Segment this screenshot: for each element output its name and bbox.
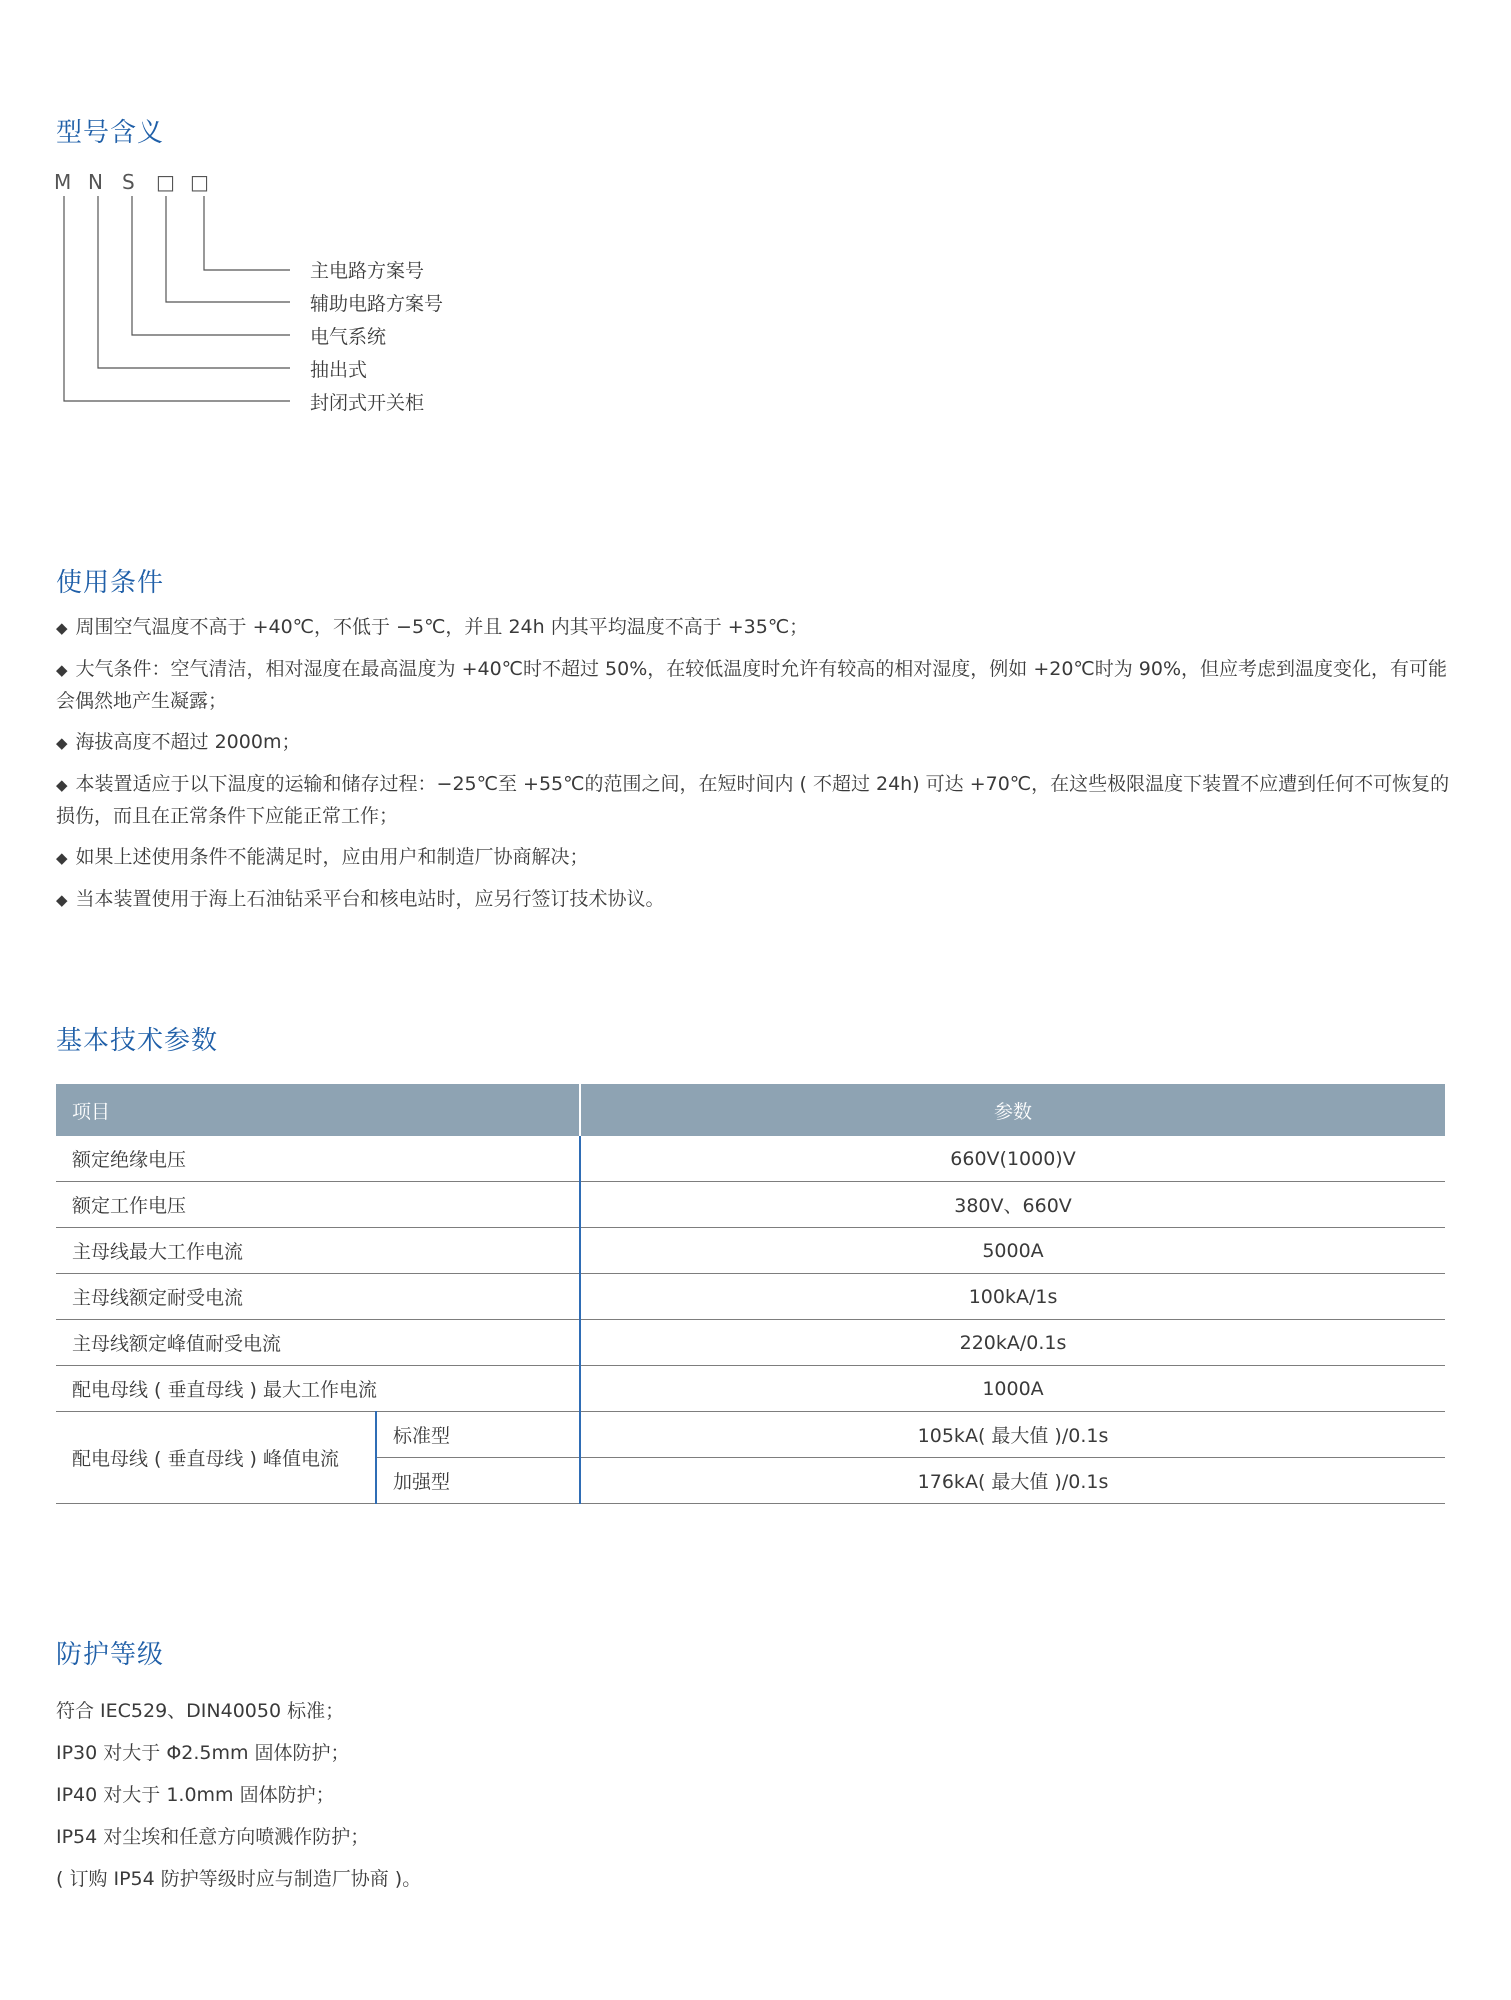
diamond-bullet-icon: ◆ [56,661,68,679]
row-value: 220kA/0.1s [580,1320,1445,1366]
model-label-main-circuit: 主电路方案号 [310,260,425,282]
list-item: IP54 对尘埃和任意方向喷溅作防护； [56,1826,370,1848]
connector-line-s [132,196,290,335]
condition-text: 周围空气温度不高于 +40℃，不低于 −5℃，并且 24h 内其平均温度不高于 +35℃； [75,616,809,638]
model-letter-n: N [88,170,103,194]
usage-conditions-title: 使用条件 [56,568,165,598]
technical-params-title: 基本技术参数 [56,1026,219,1056]
model-label-drawout: 抽出式 [310,359,368,381]
row-value: 1000A [580,1366,1445,1412]
model-placeholder-2: □ [190,170,209,194]
connector-line-n [98,196,290,368]
row-item: 主母线额定峰值耐受电流 [56,1320,580,1366]
row-value: 105kA( 最大值 )/0.1s [580,1412,1445,1458]
diamond-bullet-icon: ◆ [56,734,68,752]
diamond-bullet-icon: ◆ [56,776,68,794]
table-row [56,1366,1445,1412]
table-row [56,1412,1445,1458]
condition-text: 海拔高度不超过 2000m； [75,731,301,753]
condition-text: 当本装置使用于海上石油钻采平台和核电站时，应另行签订技术协议。 [75,888,665,910]
protection-list [56,1690,421,1900]
row-item: 配电母线 ( 垂直母线 ) 最大工作电流 [56,1366,580,1412]
row-item: 主母线最大工作电流 [56,1228,580,1274]
row-item: 主母线额定耐受电流 [56,1274,580,1320]
model-label-aux-circuit: 辅助电路方案号 [310,293,444,315]
list-item [56,612,1456,644]
row-value: 100kA/1s [580,1274,1445,1320]
model-label-electrical-system: 电气系统 [310,326,387,348]
row-item: 额定工作电压 [56,1182,580,1228]
list-item: IP30 对大于 Φ2.5mm 固体防护； [56,1742,350,1764]
row-value: 380V、660V [580,1182,1445,1228]
list-item: 符合 IEC529、DIN40050 标准； [56,1700,345,1722]
condition-text: 本装置适应于以下温度的运输和储存过程：−25℃至 +55℃的范围之间，在短时间内 ( 不超过 24h) 可达 +70℃，在这些极限温度下装置不应遭到任何不可恢复的损伤，而且在正常条件下应能正常工作； [56,773,1450,827]
list-item [56,884,1456,916]
table-header-row [56,1084,1445,1136]
table-row [56,1136,1445,1182]
condition-text: 大气条件：空气清洁，相对湿度在最高温度为 +40℃时不超过 50%，在较低温度时允许有较高的相对湿度，例如 +20℃时为 90%，但应考虑到温度变化，有可能会偶然地产生凝露； [56,658,1448,712]
condition-text: 如果上述使用条件不能满足时，应由用户和制造厂协商解决； [75,846,589,868]
column-header-item: 项目 [56,1084,580,1136]
diamond-bullet-icon: ◆ [56,849,68,867]
protection-class-title: 防护等级 [56,1640,165,1670]
row-subitem: 标准型 [376,1412,580,1458]
model-connector-lines [0,0,320,420]
column-header-value: 参数 [580,1084,1445,1136]
row-value: 660V(1000)V [580,1136,1445,1182]
list-item: IP40 对大于 1.0mm 固体防护； [56,1784,335,1806]
connector-line-p1 [166,196,290,302]
row-value: 176kA( 最大值 )/0.1s [580,1458,1445,1504]
model-label-enclosed-switchgear: 封闭式开关柜 [310,392,425,414]
model-letter-s: S [122,170,135,194]
list-item [56,654,1456,717]
row-subitem: 加强型 [376,1458,580,1504]
diamond-bullet-icon: ◆ [56,891,68,909]
list-item [56,842,1456,874]
conditions-list [56,612,1456,926]
list-item [56,769,1456,832]
diamond-bullet-icon: ◆ [56,619,68,637]
list-item: ( 订购 IP54 防护等级时应与制造厂协商 )。 [56,1868,422,1890]
model-meaning-title: 型号含义 [56,118,165,148]
row-value: 5000A [580,1228,1445,1274]
table-row [56,1320,1445,1366]
row-item: 额定绝缘电压 [56,1136,580,1182]
connector-line-p2 [204,196,290,270]
table-row [56,1274,1445,1320]
row-item-group: 配电母线 ( 垂直母线 ) 峰值电流 [56,1412,376,1504]
model-placeholder-1: □ [156,170,175,194]
table-row [56,1228,1445,1274]
params-table [56,1084,1445,1504]
model-letter-m: M [54,170,72,194]
list-item [56,727,1456,759]
table-row [56,1182,1445,1228]
